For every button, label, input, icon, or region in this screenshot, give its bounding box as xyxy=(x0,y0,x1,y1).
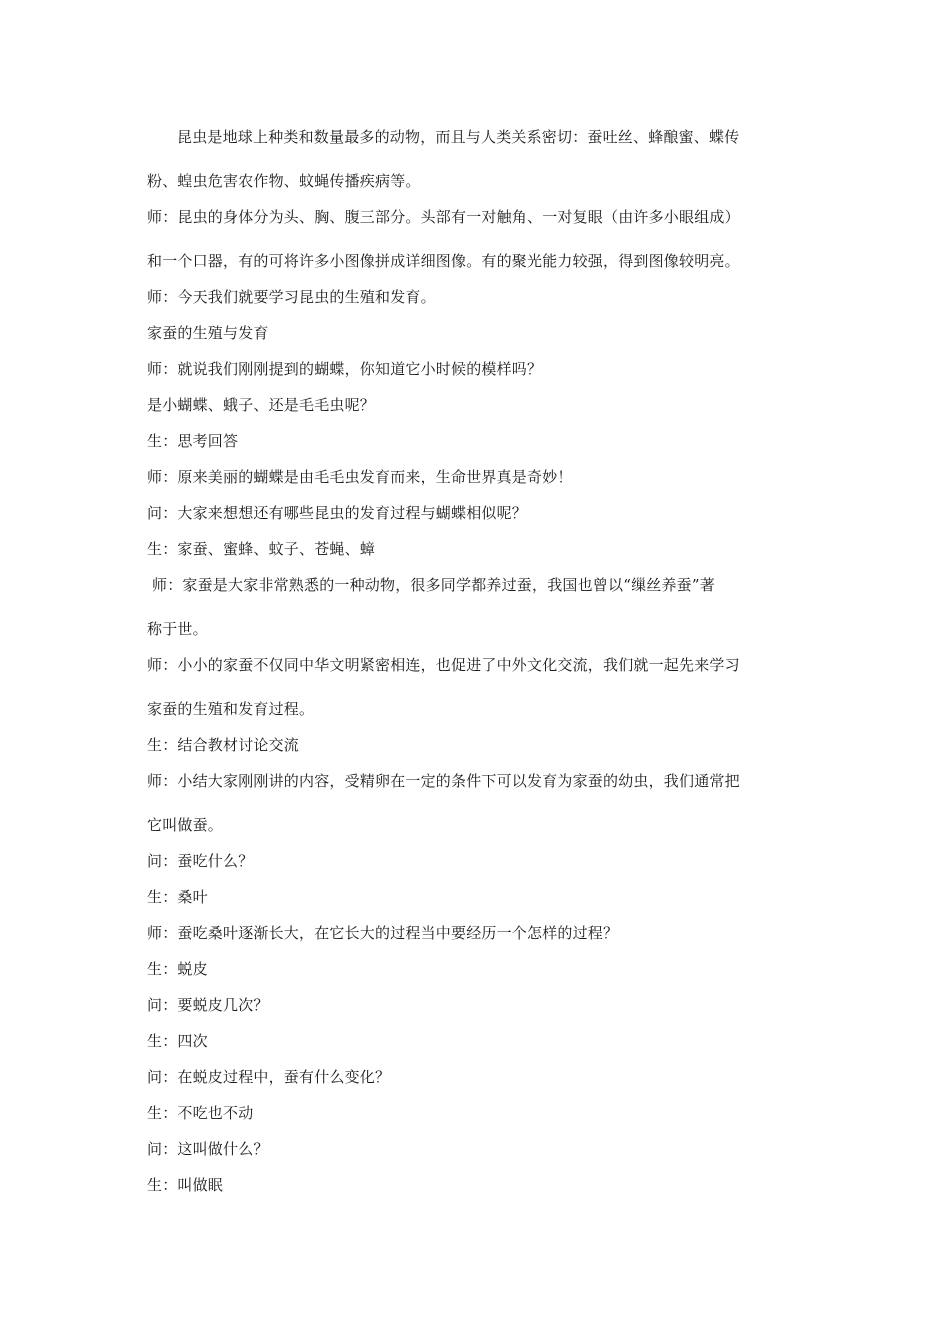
paragraph-line: 师：今天我们就要学习昆虫的生殖和发育。 xyxy=(147,288,436,306)
paragraph-line: 生：叫做眠 xyxy=(147,1176,224,1194)
document-body xyxy=(147,122,807,1206)
paragraph-line: 和一个口器，有的可将许多小图像拼成详细图像。有的聚光能力较强，得到图像较明亮。 xyxy=(147,252,740,270)
paragraph-line: 生：结合教材讨论交流 xyxy=(147,736,300,754)
paragraph-line: 师：小结大家刚刚讲的内容，受精卵在一定的条件下可以发育为家蚕的幼虫，我们通常把 xyxy=(147,772,740,790)
paragraph-line: 问：蚕吃什么？ xyxy=(147,852,254,870)
paragraph-line: 生：蜕皮 xyxy=(147,960,208,978)
paragraph-line: 生：思考回答 xyxy=(147,432,239,450)
paragraph-line: 问：在蜕皮过程中，蚕有什么变化？ xyxy=(147,1068,391,1086)
paragraph-line: 它叫做蚕。 xyxy=(147,816,224,834)
paragraph-line: 问：大家来想想还有哪些昆虫的发育过程与蝴蝶相似呢？ xyxy=(147,504,528,522)
paragraph-line: 家蚕的生殖和发育过程。 xyxy=(147,700,315,718)
paragraph-line: 问：要蜕皮几次？ xyxy=(147,996,269,1014)
paragraph-line: 生：四次 xyxy=(147,1032,208,1050)
paragraph-line: 师：小小的家蚕不仅同中华文明紧密相连，也促进了中外文化交流，我们就一起先来学习 xyxy=(147,656,740,674)
paragraph-line: 师：家蚕是大家非常熟悉的一种动物，很多同学都养过蚕，我国也曾以“缫丝养蚕”著 xyxy=(152,576,715,594)
paragraph-line: 师：昆虫的身体分为头、胸、腹三部分。头部有一对触角、一对复眼（由许多小眼组成） xyxy=(147,208,740,226)
paragraph-line: 师：原来美丽的蝴蝶是由毛毛虫发育而来，生命世界真是奇妙！ xyxy=(147,468,573,486)
paragraph-line: 师：就说我们刚刚提到的蝴蝶，你知道它小时候的模样吗？ xyxy=(147,360,543,378)
paragraph-line: 生：桑叶 xyxy=(147,888,208,906)
paragraph-line: 师：蚕吃桑叶逐渐长大，在它长大的过程当中要经历一个怎样的过程？ xyxy=(147,924,619,942)
section-heading: 家蚕的生殖与发育 xyxy=(147,324,269,342)
paragraph-line: 生：家蚕、蜜蜂、蚊子、苍蝇、蟑 xyxy=(147,540,376,558)
paragraph-line: 昆虫是地球上种类和数量最多的动物，而且与人类关系密切：蚕吐丝、蜂酿蜜、蝶传 xyxy=(177,128,740,146)
paragraph-line: 是小蝴蝶、蛾子、还是毛毛虫呢？ xyxy=(147,396,376,414)
paragraph-line: 生：不吃也不动 xyxy=(147,1104,254,1122)
paragraph-line: 粉、蝗虫危害农作物、蚊蝇传播疾病等。 xyxy=(147,172,421,190)
paragraph-line: 称于世。 xyxy=(147,620,208,638)
paragraph-line: 问：这叫做什么？ xyxy=(147,1140,269,1158)
